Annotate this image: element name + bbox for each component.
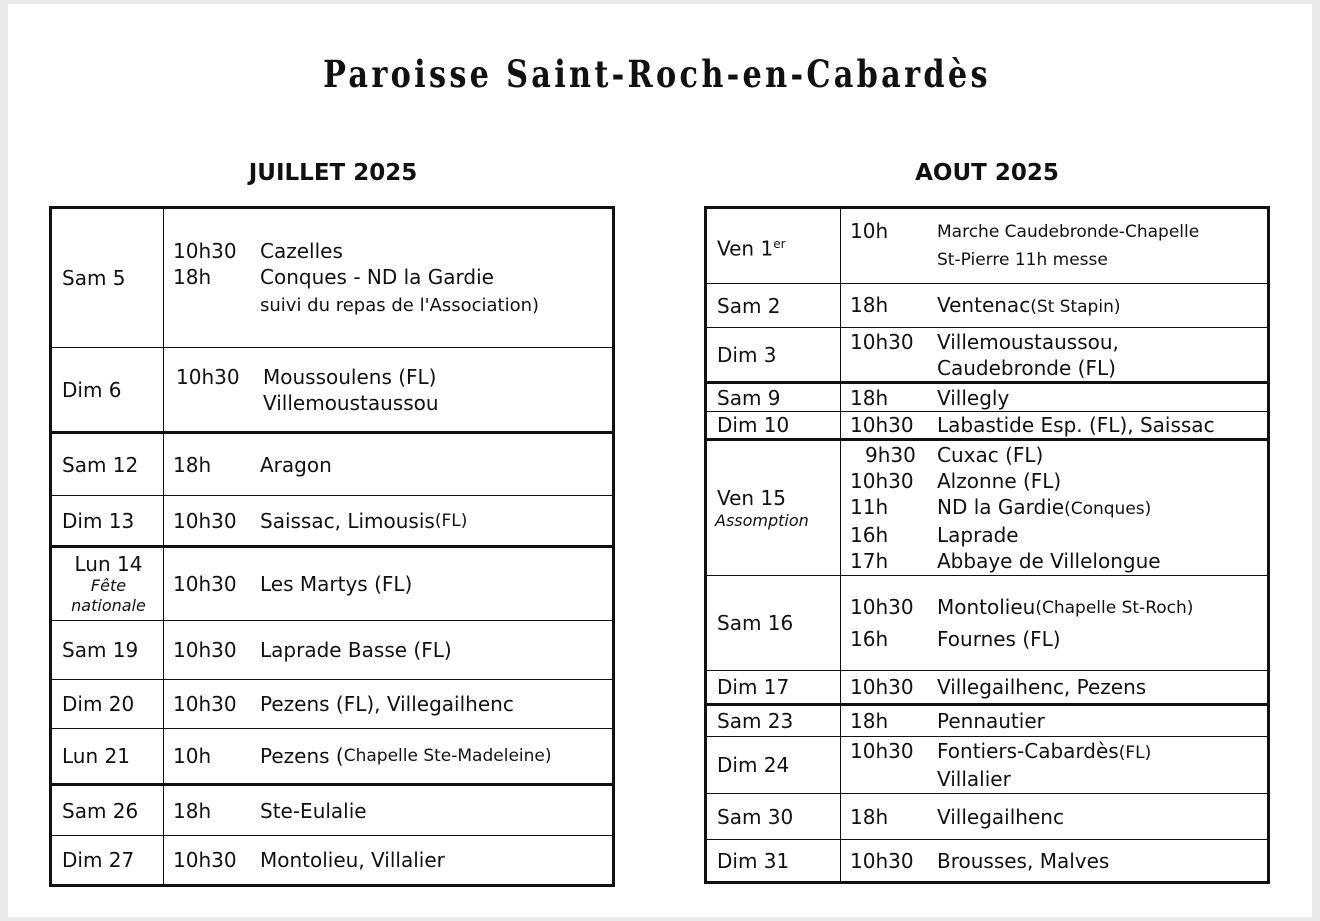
day-cell: Dim 24 <box>706 737 841 794</box>
events-cell: 10h30 Laprade Basse (FL) <box>164 621 614 680</box>
events-cell: 10h30 Cazelles 18h Conques - ND la Gardie suivi du repas de l'Association) <box>164 208 614 348</box>
table-row <box>706 671 1269 705</box>
events-cell: 10h30 Fontiers-Cabardès (FL) Villalier <box>841 737 1269 794</box>
day-cell: Sam 23 <box>706 705 841 737</box>
events-cell: 10h Marche Caudebronde-Chapelle St-Pierre 11h messe <box>841 208 1269 284</box>
table-row <box>706 737 1269 794</box>
events-cell: 10h30 Villemoustaussou, Caudebronde (FL) <box>841 328 1269 383</box>
table-row <box>706 284 1269 328</box>
day-cell: Sam 30 <box>706 794 841 840</box>
day-cell: Lun 21 <box>51 729 164 785</box>
table-row <box>706 412 1269 440</box>
august-heading: AOUT 2025 <box>915 160 1059 186</box>
events-cell: 10h30 Labastide Esp. (FL), Saissac <box>841 412 1269 440</box>
table-row <box>706 576 1269 671</box>
day-cell: Dim 31 <box>706 840 841 883</box>
table-row <box>51 348 614 433</box>
events-cell: 18h Villegailhenc <box>841 794 1269 840</box>
july-heading: JUILLET 2025 <box>248 160 418 186</box>
day-cell: Sam 12 <box>51 433 164 496</box>
day-cell: Sam 2 <box>706 284 841 328</box>
day-cell: Sam 19 <box>51 621 164 680</box>
day-cell: Sam 5 <box>51 208 164 348</box>
events-cell: 18h Pennautier <box>841 705 1269 737</box>
events-cell: 18h Villegly <box>841 383 1269 412</box>
events-cell: 18h Ste-Eulalie <box>164 785 614 836</box>
events-cell: 10h30 Les Martys (FL) <box>164 547 614 621</box>
table-row <box>51 729 614 785</box>
table-row <box>51 785 614 836</box>
day-cell: Dim 6 <box>51 348 164 433</box>
events-cell: 10h30 Brousses, Malves <box>841 840 1269 883</box>
day-cell: Ven 1er <box>706 208 841 284</box>
day-cell: Sam 26 <box>51 785 164 836</box>
day-cell: Dim 13 <box>51 496 164 547</box>
table-row <box>51 547 614 621</box>
day-cell: Dim 20 <box>51 680 164 729</box>
events-cell: 10h Pezens ( Chapelle Ste-Madeleine) <box>164 729 614 785</box>
day-cell: Dim 17 <box>706 671 841 705</box>
table-row <box>51 433 614 496</box>
events-cell: 10h30 Moussoulens (FL) Villemoustaussou <box>164 348 614 433</box>
day-cell: Dim 10 <box>706 412 841 440</box>
events-cell: 10h30 Pezens (FL), Villegailhenc <box>164 680 614 729</box>
table-row <box>706 840 1269 883</box>
table-row <box>706 328 1269 383</box>
day-cell: Sam 9 <box>706 383 841 412</box>
events-cell: 18h Aragon <box>164 433 614 496</box>
events-cell: 10h30 Villegailhenc, Pezens <box>841 671 1269 705</box>
table-row <box>51 621 614 680</box>
table-row <box>706 705 1269 737</box>
august-schedule-table <box>704 206 1270 884</box>
table-row <box>706 794 1269 840</box>
events-cell: 10h30 Saissac, Limousis (FL) <box>164 496 614 547</box>
events-cell: 18h Ventenac (St Stapin) <box>841 284 1269 328</box>
table-row <box>51 496 614 547</box>
table-row <box>51 208 614 348</box>
day-cell: Dim 3 <box>706 328 841 383</box>
day-cell: Ven 15 Assomption <box>706 440 841 576</box>
day-cell: Sam 16 <box>706 576 841 671</box>
table-row <box>51 680 614 729</box>
table-row <box>706 440 1269 576</box>
table-row <box>706 383 1269 412</box>
day-cell: Dim 27 <box>51 836 164 886</box>
events-cell: 9h30 Cuxac (FL) 10h30 Alzonne (FL) 11h ND la Gardie (Conques) 16h Laprade 17h Abbaye de Villelongue <box>841 440 1269 576</box>
page-title: Paroisse Saint-Roch-en-Cabardès <box>323 52 991 96</box>
events-cell: 10h30 Montolieu, Villalier <box>164 836 614 886</box>
july-schedule-table <box>49 206 615 887</box>
table-row <box>51 836 614 886</box>
table-row <box>706 208 1269 284</box>
day-cell: Lun 14 Fête nationale <box>51 547 164 621</box>
events-cell: 10h30 Montolieu (Chapelle St-Roch) 16h Fournes (FL) <box>841 576 1269 671</box>
